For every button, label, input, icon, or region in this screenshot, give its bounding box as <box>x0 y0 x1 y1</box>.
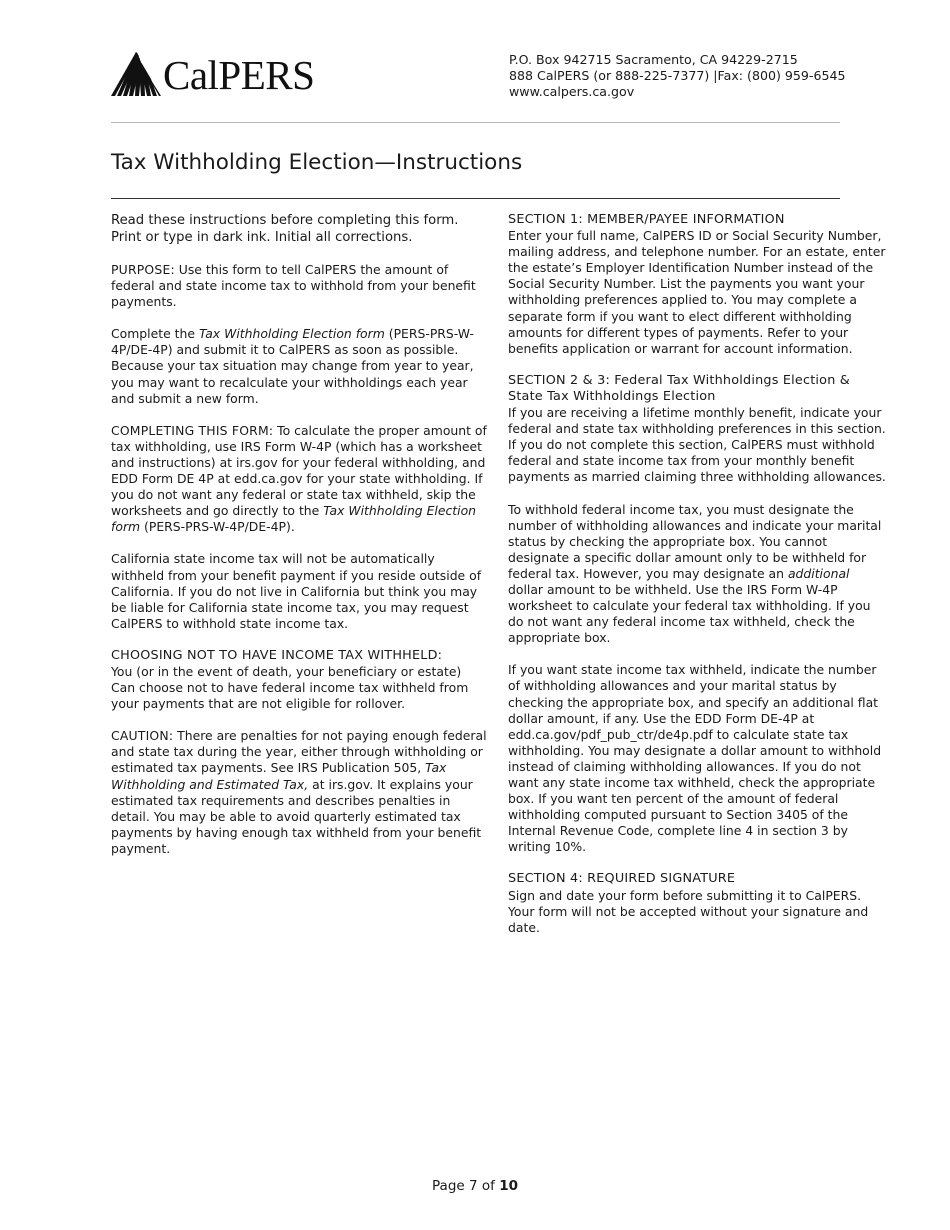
page-total: 10 <box>499 1178 518 1194</box>
choosing-heading: CHOOSING NOT TO HAVE INCOME TAX WITHHELD: <box>111 647 443 663</box>
publication-name: Tax Withholding and Estimated Tax, <box>111 760 447 792</box>
calpers-mountain-icon <box>111 52 161 98</box>
purpose-label: PURPOSE: <box>111 262 175 277</box>
left-column <box>111 212 489 873</box>
section23-heading: SECTION 2 & 3: Federal Tax Withholdings Election & State Tax Withholdings Election <box>508 372 850 404</box>
caution-paragraph <box>111 728 489 857</box>
completing-paragraph <box>111 423 489 536</box>
page-title: Tax Withholding Election—Instructions <box>111 150 523 175</box>
section4-paragraph <box>508 871 888 935</box>
caution-text-b: at irs.gov. It explains your estimated tax requirements and describes penalties in detail. You may be able to avoid quarterly estimated tax payments by having enough tax withheld from your benefit payment. <box>111 776 482 856</box>
california-paragraph: California state income tax will not be automatically withheld from your benefit payment if you reside outside of California. If you do not live in California but think you may be liable for California state income tax, you may request CalPERS to withhold state income tax. <box>111 551 482 631</box>
federal-paragraph <box>508 502 888 647</box>
section23-paragraph <box>508 373 888 486</box>
additional-emphasis: additional <box>787 565 850 581</box>
section4-heading: SECTION 4: REQUIRED SIGNATURE <box>508 871 736 887</box>
section1-text: Enter your full name, CalPERS ID or Social Security Number, mailing address, and telephone number. For an estate, enter the estate’s Employer Identification Number instead of the Social Security Number. List the payments you want your withholding preferences applied to. You may complete a separate form if you want to elect different withholding amounts for different types of payments. Refer to your benefits application or warrant for account information. <box>508 228 886 356</box>
form-name: Tax Withholding Election form <box>198 326 385 342</box>
choosing-text: You (or in the event of death, your beneficiary or estate) Can choose not to have federal income tax withheld from your payments that are not eligible for rollover. <box>111 663 469 712</box>
federal-text-b: dollar amount to be withheld. Use the IRS Form W-4P worksheet to calculate your federal tax withholding. If you do not want any federal income tax withheld, check the appropriate box. <box>508 581 871 646</box>
caution-text-a: There are penalties for not paying enough federal and state tax during the year, either through withholding or estimated tax payments. See IRS Publication 505, <box>111 728 487 776</box>
form-name: Tax Withholding Election form <box>111 503 477 535</box>
contact-address: P.O. Box 942715 Sacramento, CA 94229-2715 <box>509 52 798 67</box>
section23-text: If you are receiving a lifetime monthly benefit, indicate your federal and state tax withholding preferences in this section. If you do not complete this section, CalPERS must withhold federal and state income tax from your monthly benefit payments as married claiming three withholding allowances. <box>508 405 886 485</box>
contact-website[interactable]: www.calpers.ca.gov <box>509 84 635 99</box>
complete-paragraph <box>111 326 489 406</box>
section4-text: Sign and date your form before submitting it to CalPERS. Your form will not be accepted without your signature and date. <box>508 887 869 935</box>
completing-text-b: (PERS-PRS-W-4P/DE-4P). <box>140 519 295 535</box>
state-paragraph: If you want state income tax withheld, indicate the number of withholding allowances and your marital status by checking the appropriate box, and specify an additional flat dollar amount, if any. Use the EDD Form DE-4P at edd.ca.gov/pdf_pub_ctr/de4p.pdf to calculate state tax withholding. You may designate a dollar amount to withhold instead of claiming withholding allowances. If you do not want any state income tax withheld, check the appropriate box. If you want ten percent of the amount of federal withholding computed pursuant to Section 3405 of the Internal Revenue Code, complete line 4 in section 3 by writing 10%. <box>508 662 882 855</box>
complete-text-b: (PERS-PRS-W-4P/DE-4P) and submit it to CalPERS as soon as possible. Because your tax situation may change from year to year, you may want to recalculate your withholdings each year and submit a new form. <box>111 326 474 406</box>
completing-label: COMPLETING THIS FORM: <box>111 422 274 438</box>
purpose-paragraph <box>111 262 489 310</box>
caution-label: CAUTION: <box>111 728 174 744</box>
section1-heading: SECTION 1: MEMBER/PAYEE INFORMATION <box>508 212 785 227</box>
federal-text-a: To withhold federal income tax, you must designate the number of withholding allowances and indicate your marital status by checking the appropriate box. You cannot designate a specific dollar amount only to be withheld for federal tax. However, you may designate an <box>508 501 882 581</box>
logo-wordmark: CalPERS <box>163 51 315 98</box>
contact-phone-fax: 888 CalPERS (or 888-225-7377) |Fax: (800) 959-6545 <box>509 68 846 83</box>
title-divider <box>111 198 840 199</box>
choosing-paragraph <box>111 648 489 712</box>
intro-paragraph: Read these instructions before completing this form. Print or type in dark ink. Initial all corrections. <box>111 213 459 245</box>
page-number <box>0 1178 950 1194</box>
complete-text-a: Complete the <box>111 326 199 342</box>
section1-paragraph <box>508 212 888 357</box>
header-divider <box>111 122 840 123</box>
right-column <box>508 212 888 952</box>
page-prefix: Page 7 of <box>432 1178 500 1194</box>
purpose-text: Use this form to tell CalPERS the amount of federal and state income tax to withhold from your benefit payments. <box>111 262 476 310</box>
completing-text-a: To calculate the proper amount of tax withholding, use IRS Form W-4P (which has a worksheet and instructions) at irs.gov for your federal withholding, and EDD Form DE 4P at edd.ca.gov for your state withholding. If you do not want any federal or state tax withheld, skip the worksheets and go directly to the <box>111 422 487 519</box>
calpers-logo <box>111 52 314 98</box>
contact-block <box>509 52 846 100</box>
